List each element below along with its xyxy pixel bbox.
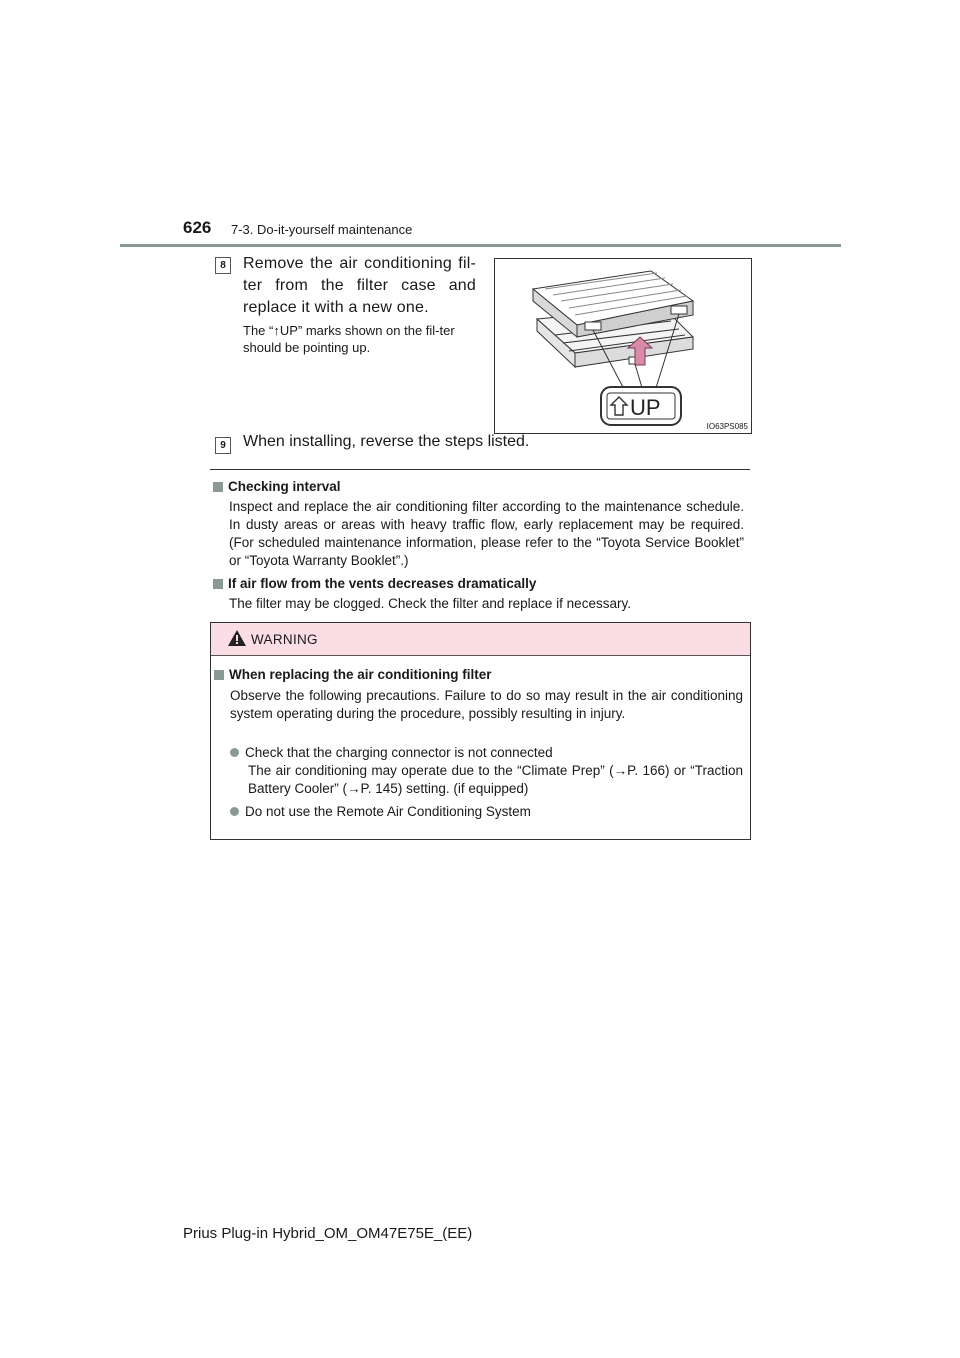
airflow-heading xyxy=(213,576,536,591)
airflow-title: If air flow from the vents decreases dramatically xyxy=(228,576,537,591)
warning-bullet-1 xyxy=(230,744,743,762)
checking-interval-title: Checking interval xyxy=(228,479,341,494)
circle-bullet-icon xyxy=(230,748,239,757)
checking-interval-body: Inspect and replace the air conditioning filter according to the maintenance schedule. In dusty areas or areas with heavy traffic flow, early replacement may be required. (For scheduled maintenance information, please refer to the “Toyota Service Booklet” or “Toyota Warranty Booklet”.) xyxy=(229,499,744,568)
bullet-2-title: Do not use the Remote Air Conditioning System xyxy=(245,804,531,819)
step-8-badge: 8 xyxy=(215,257,231,274)
square-bullet-icon xyxy=(213,579,223,589)
warning-title: When replacing the air conditioning filter xyxy=(229,667,492,682)
bullet-1-title: Check that the charging connector is not connected xyxy=(245,745,553,760)
up-label: UP xyxy=(630,395,661,420)
step-9-text: When installing, reverse the steps listed. xyxy=(243,433,530,450)
square-bullet-icon xyxy=(214,670,224,680)
section-divider xyxy=(210,469,750,470)
filter-illustration xyxy=(494,258,752,434)
header-divider xyxy=(120,244,841,247)
section-title: 7-3. Do-it-yourself maintenance xyxy=(231,222,413,237)
airflow-body: The filter may be clogged. Check the filter and replace if necessary. xyxy=(229,596,631,611)
filter-drawing xyxy=(495,259,751,433)
warning-box xyxy=(210,622,751,840)
page-number: 626 xyxy=(183,218,212,237)
step-9-badge: 9 xyxy=(215,437,231,454)
warning-body: Observe the following precautions. Failure to do so may result in the air conditioning system operating during the procedure, possibly resulting in injury. xyxy=(230,688,743,721)
warning-label: WARNING xyxy=(251,632,318,647)
warning-header xyxy=(211,623,750,656)
figure-code: IO63PS085 xyxy=(706,422,748,431)
checking-interval-heading xyxy=(213,479,341,494)
warning-triangle-icon xyxy=(228,630,246,646)
warning-bullet-2 xyxy=(230,803,743,821)
page-footer: Prius Plug-in Hybrid_OM_OM47E75E_(EE) xyxy=(183,1225,473,1242)
warning-bullet-1-body: The air conditioning may operate due to the “Climate Prep” (→P. 166) or “Traction Battery Cooler” (→P. 145) setting. (if equipped) xyxy=(248,763,743,796)
step-8-note: The “↑UP” marks shown on the fil-ter should be pointing up. xyxy=(243,323,455,355)
warning-heading xyxy=(214,667,492,682)
step-8-text: Remove the air conditioning fil-ter from the filter case and replace it with a new one. xyxy=(243,255,476,316)
square-bullet-icon xyxy=(213,482,223,492)
circle-bullet-icon xyxy=(230,807,239,816)
